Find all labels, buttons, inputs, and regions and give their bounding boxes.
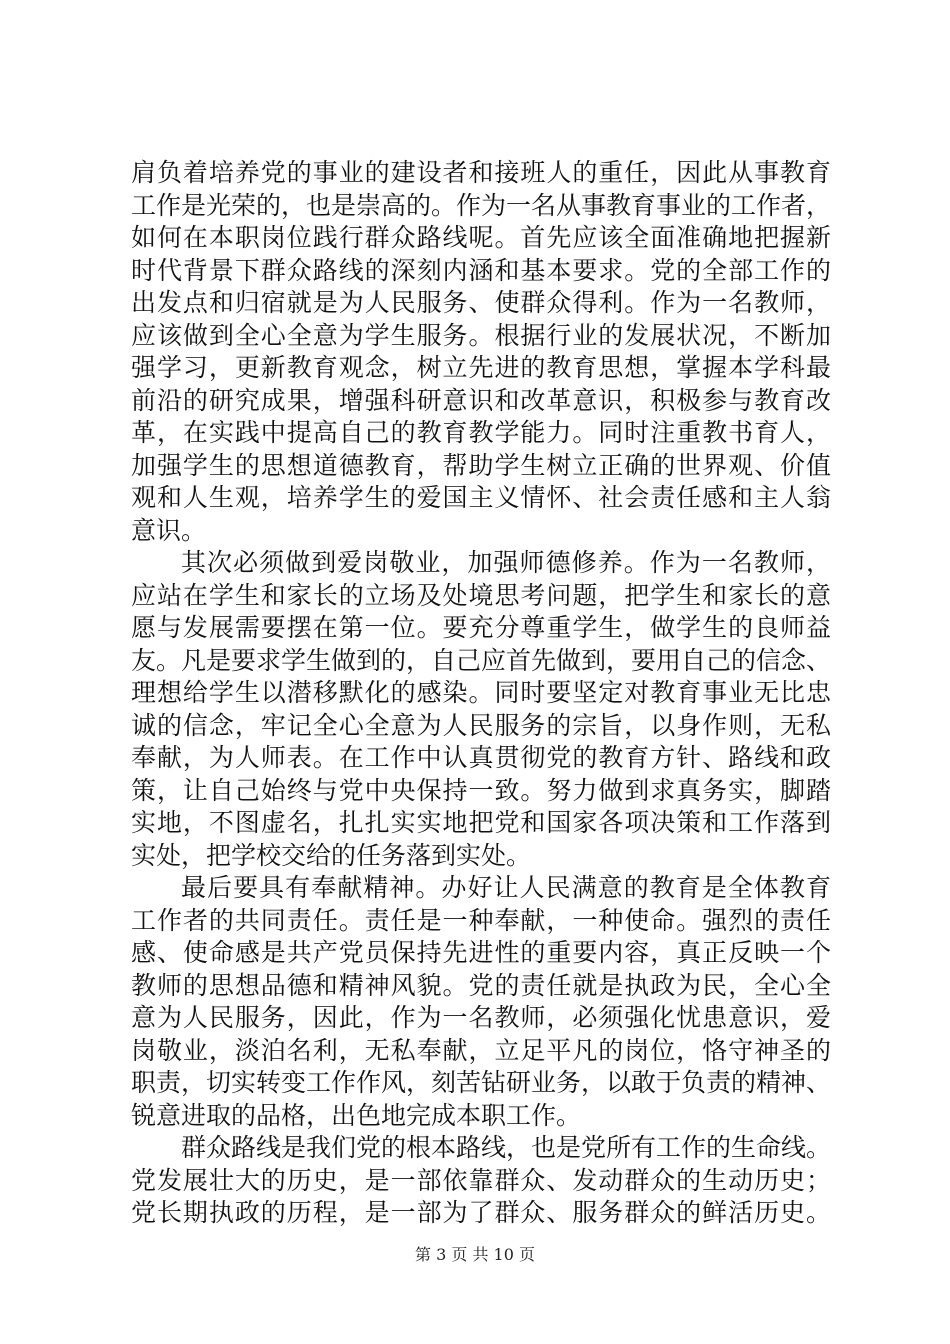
body-text [131,157,831,1230]
text-line: 肩负着培养党的事业的建设者和接班人的重任，因此从事教育 [131,158,831,187]
text-line: 出发点和归宿就是为人民服务、使群众得利。作为一名教师， [131,288,831,317]
text-line: 工作者的共同责任。责任是一种奉献，一种使命。强烈的责任 [131,905,831,935]
text-line: 诚的信念，牢记全心全意为人民服务的宗旨，以身作则，无私 [131,710,831,740]
text-line: 观和人生观，培养学生的爱国主义情怀、社会责任感和主人翁 [131,483,831,512]
text-line: 群众路线是我们党的根本路线，也是党所有工作的生命线。 [181,1133,832,1162]
text-line: 革，在实践中提高自己的教育教学能力。同时注重教书育人， [131,418,831,447]
text-line: 岗敬业，淡泊名利，无私奉献，立足平凡的岗位，恪守神圣的 [131,1035,831,1065]
text-line: 工作是光荣的，也是崇高的。作为一名从事教育事业的工作者， [131,190,832,220]
text-line: 锐意进取的品格，出色地完成本职工作。 [131,1100,582,1130]
text-line: 党发展壮大的历史，是一部依靠群众、发动群众的生动历史； [131,1165,831,1195]
text-line: 奉献，为人师表。在工作中认真贯彻党的教育方针、路线和政 [131,743,831,772]
text-line: 意为人民服务，因此，作为一名教师，必须强化忧患意识，爱 [131,1003,831,1032]
text-line: 职责，切实转变工作作风，刻苦钻研业务，以敢于负责的精神、 [131,1068,832,1097]
text-line: 愿与发展需要摆在第一位。要充分尊重学生，做学生的良师益 [131,613,831,642]
text-line: 前沿的研究成果，增强科研意识和改革意识，积极参与教育改 [131,385,831,415]
text-line: 教师的思想品德和精神风貌。党的责任就是执政为民，全心全 [131,970,831,1000]
text-line: 意识。 [131,515,207,545]
text-line: 时代背景下群众路线的深刻内涵和基本要求。党的全部工作的 [131,255,831,285]
text-line: 其次必须做到爱岗敬业，加强师德修养。作为一名教师， [181,548,831,577]
text-line: 应该做到全心全意为学生服务。根据行业的发展状况，不断加 [131,320,831,350]
text-line: 策，让自己始终与党中央保持一致。努力做到求真务实，脚踏 [131,775,831,805]
text-line: 最后要具有奉献精神。办好让人民满意的教育是全体教育 [181,873,831,902]
text-line: 理想给学生以潜移默化的感染。同时要坚定对教育事业无比忠 [131,678,831,707]
text-line: 友。凡是要求学生做到的，自己应首先做到，要用自己的信念、 [131,645,832,675]
text-line: 如何在本职岗位践行群众路线呢。首先应该全面准确地把握新 [131,223,831,252]
text-line: 感、使命感是共产党员保持先进性的重要内容，真正反映一个 [131,938,831,967]
text-line: 应站在学生和家长的立场及处境思考问题，把学生和家长的意 [131,580,831,610]
text-line: 强学习，更新教育观念，树立先进的教育思想，掌握本学科最 [131,353,831,382]
text-line: 实地，不图虚名，扎扎实实地把党和国家各项决策和工作落到 [131,808,831,837]
text-line: 实处，把学校交给的任务落到实处。 [131,840,532,870]
text-line: 加强学生的思想道德教育，帮助学生树立正确的世界观、价值 [131,450,831,480]
page-footer: 第 3 页 共 10 页 [415,1245,535,1264]
text-line: 党长期执政的历程，是一部为了群众、服务群众的鲜活历史。 [131,1198,831,1227]
